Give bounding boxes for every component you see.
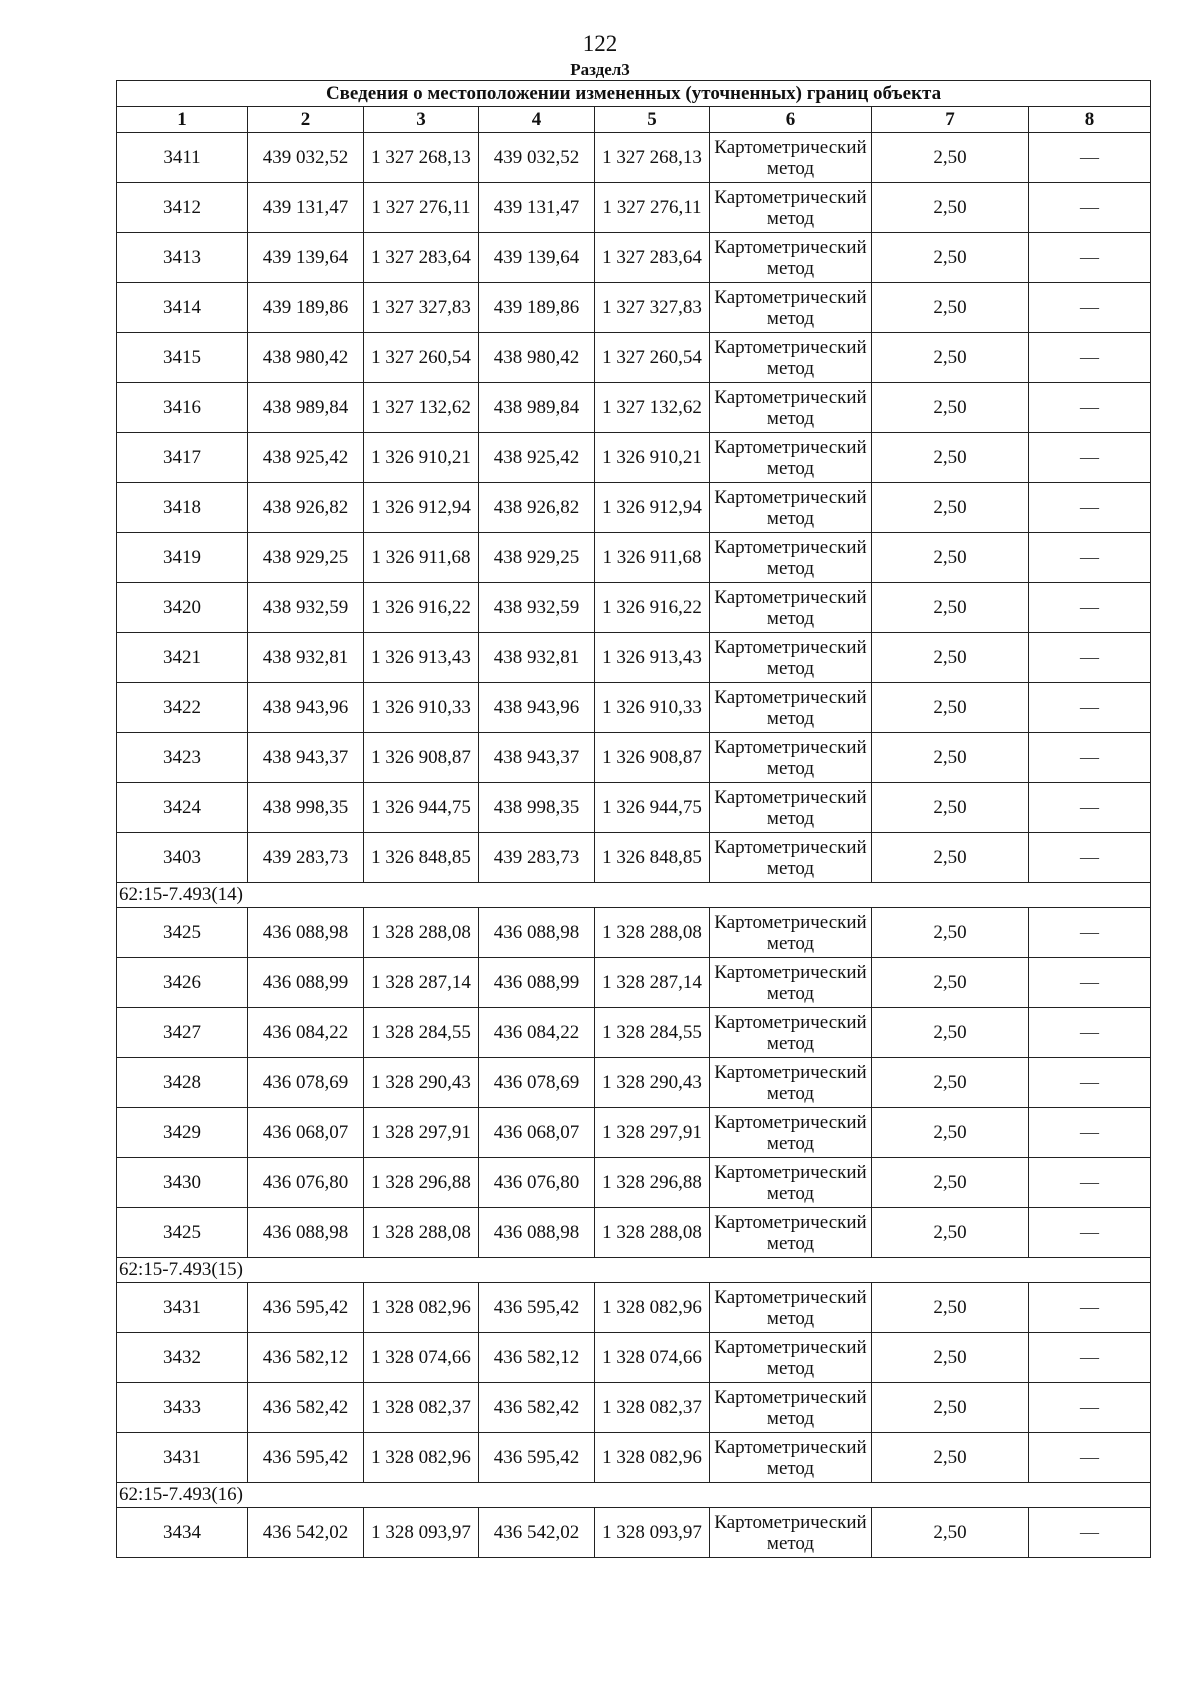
description-cell: — — [1029, 783, 1151, 833]
accuracy-cell: 2,50 — [872, 1158, 1029, 1208]
description-cell: — — [1029, 1008, 1151, 1058]
x-existing-cell: 436 084,22 — [248, 1008, 364, 1058]
y-new-cell: 1 328 082,37 — [595, 1383, 710, 1433]
y-existing-cell: 1 328 297,91 — [364, 1108, 479, 1158]
y-existing-cell: 1 327 283,64 — [364, 233, 479, 283]
accuracy-cell: 2,50 — [872, 1383, 1029, 1433]
point-number-cell: 3417 — [117, 433, 248, 483]
x-existing-cell: 436 542,02 — [248, 1508, 364, 1558]
point-number-cell: 3432 — [117, 1333, 248, 1383]
description-cell: — — [1029, 133, 1151, 183]
description-cell: — — [1029, 633, 1151, 683]
table-row — [117, 483, 1151, 533]
description-cell: — — [1029, 958, 1151, 1008]
accuracy-cell: 2,50 — [872, 1008, 1029, 1058]
accuracy-cell: 2,50 — [872, 1433, 1029, 1483]
accuracy-cell: 2,50 — [872, 383, 1029, 433]
y-existing-cell: 1 326 910,21 — [364, 433, 479, 483]
accuracy-cell: 2,50 — [872, 483, 1029, 533]
accuracy-cell: 2,50 — [872, 783, 1029, 833]
description-cell: — — [1029, 733, 1151, 783]
table-body — [117, 81, 1151, 1558]
table-row — [117, 183, 1151, 233]
x-existing-cell: 436 076,80 — [248, 1158, 364, 1208]
table-row — [117, 1333, 1151, 1383]
y-new-cell: 1 326 908,87 — [595, 733, 710, 783]
y-new-cell: 1 326 910,33 — [595, 683, 710, 733]
accuracy-cell: 2,50 — [872, 958, 1029, 1008]
point-number-cell: 3427 — [117, 1008, 248, 1058]
description-cell: — — [1029, 583, 1151, 633]
x-existing-cell: 436 582,42 — [248, 1383, 364, 1433]
method-cell: Картометрический метод — [710, 383, 872, 433]
x-new-cell: 438 926,82 — [479, 483, 595, 533]
table-row — [117, 1058, 1151, 1108]
y-existing-cell: 1 326 910,33 — [364, 683, 479, 733]
y-existing-cell: 1 326 944,75 — [364, 783, 479, 833]
x-new-cell: 438 943,37 — [479, 733, 595, 783]
method-cell: Картометрический метод — [710, 1008, 872, 1058]
table-row — [117, 333, 1151, 383]
y-new-cell: 1 328 082,96 — [595, 1433, 710, 1483]
x-new-cell: 436 595,42 — [479, 1283, 595, 1333]
method-cell: Картометрический метод — [710, 533, 872, 583]
x-existing-cell: 438 926,82 — [248, 483, 364, 533]
x-new-cell: 436 088,98 — [479, 1208, 595, 1258]
x-existing-cell: 436 595,42 — [248, 1433, 364, 1483]
accuracy-cell: 2,50 — [872, 683, 1029, 733]
table-row — [117, 283, 1151, 333]
y-new-cell: 1 327 276,11 — [595, 183, 710, 233]
x-new-cell: 436 582,12 — [479, 1333, 595, 1383]
x-existing-cell: 439 283,73 — [248, 833, 364, 883]
accuracy-cell: 2,50 — [872, 733, 1029, 783]
point-number-cell: 3414 — [117, 283, 248, 333]
accuracy-cell: 2,50 — [872, 333, 1029, 383]
y-existing-cell: 1 328 287,14 — [364, 958, 479, 1008]
x-existing-cell: 439 189,86 — [248, 283, 364, 333]
boundary-coordinates-table — [116, 80, 1151, 1558]
x-existing-cell: 438 989,84 — [248, 383, 364, 433]
table-row — [117, 783, 1151, 833]
x-new-cell: 438 932,81 — [479, 633, 595, 683]
x-new-cell: 438 980,42 — [479, 333, 595, 383]
y-existing-cell: 1 326 913,43 — [364, 633, 479, 683]
table-row — [117, 233, 1151, 283]
table-row — [117, 1383, 1151, 1433]
table-caption-row — [117, 81, 1151, 107]
method-cell: Картометрический метод — [710, 283, 872, 333]
y-new-cell: 1 328 074,66 — [595, 1333, 710, 1383]
x-new-cell: 438 943,96 — [479, 683, 595, 733]
method-cell: Картометрический метод — [710, 1433, 872, 1483]
y-new-cell: 1 328 082,96 — [595, 1283, 710, 1333]
method-cell: Картометрический метод — [710, 233, 872, 283]
point-number-cell: 3422 — [117, 683, 248, 733]
description-cell: — — [1029, 1108, 1151, 1158]
accuracy-cell: 2,50 — [872, 633, 1029, 683]
parcel-group-row — [117, 1483, 1151, 1508]
description-cell: — — [1029, 383, 1151, 433]
x-new-cell: 436 084,22 — [479, 1008, 595, 1058]
x-new-cell: 436 088,99 — [479, 958, 595, 1008]
x-existing-cell: 436 088,98 — [248, 1208, 364, 1258]
method-cell: Картометрический метод — [710, 833, 872, 883]
y-existing-cell: 1 328 093,97 — [364, 1508, 479, 1558]
x-new-cell: 436 078,69 — [479, 1058, 595, 1108]
description-cell: — — [1029, 1333, 1151, 1383]
y-existing-cell: 1 328 290,43 — [364, 1058, 479, 1108]
point-number-cell: 3431 — [117, 1283, 248, 1333]
y-new-cell: 1 326 848,85 — [595, 833, 710, 883]
description-cell: — — [1029, 683, 1151, 733]
y-existing-cell: 1 328 082,96 — [364, 1283, 479, 1333]
table-row — [117, 683, 1151, 733]
column-header: 2 — [248, 107, 364, 133]
y-new-cell: 1 327 327,83 — [595, 283, 710, 333]
x-new-cell: 438 925,42 — [479, 433, 595, 483]
x-existing-cell: 439 032,52 — [248, 133, 364, 183]
method-cell: Картометрический метод — [710, 333, 872, 383]
column-header-row — [117, 107, 1151, 133]
y-existing-cell: 1 327 260,54 — [364, 333, 479, 383]
x-new-cell: 439 189,86 — [479, 283, 595, 333]
method-cell: Картометрический метод — [710, 583, 872, 633]
point-number-cell: 3419 — [117, 533, 248, 583]
accuracy-cell: 2,50 — [872, 583, 1029, 633]
y-existing-cell: 1 327 276,11 — [364, 183, 479, 233]
x-new-cell: 439 131,47 — [479, 183, 595, 233]
accuracy-cell: 2,50 — [872, 1058, 1029, 1108]
table-row — [117, 1283, 1151, 1333]
method-cell: Картометрический метод — [710, 1058, 872, 1108]
description-cell: — — [1029, 1433, 1151, 1483]
description-cell: — — [1029, 533, 1151, 583]
x-new-cell: 436 582,42 — [479, 1383, 595, 1433]
point-number-cell: 3431 — [117, 1433, 248, 1483]
point-number-cell: 3415 — [117, 333, 248, 383]
column-header: 6 — [710, 107, 872, 133]
x-existing-cell: 436 595,42 — [248, 1283, 364, 1333]
y-new-cell: 1 328 287,14 — [595, 958, 710, 1008]
x-new-cell: 439 283,73 — [479, 833, 595, 883]
y-new-cell: 1 327 132,62 — [595, 383, 710, 433]
y-new-cell: 1 328 288,08 — [595, 1208, 710, 1258]
y-new-cell: 1 328 290,43 — [595, 1058, 710, 1108]
y-new-cell: 1 326 913,43 — [595, 633, 710, 683]
y-new-cell: 1 326 916,22 — [595, 583, 710, 633]
method-cell: Картометрический метод — [710, 908, 872, 958]
y-new-cell: 1 326 911,68 — [595, 533, 710, 583]
point-number-cell: 3411 — [117, 133, 248, 183]
accuracy-cell: 2,50 — [872, 833, 1029, 883]
x-existing-cell: 438 998,35 — [248, 783, 364, 833]
y-existing-cell: 1 328 082,37 — [364, 1383, 479, 1433]
x-existing-cell: 438 980,42 — [248, 333, 364, 383]
accuracy-cell: 2,50 — [872, 433, 1029, 483]
x-new-cell: 439 139,64 — [479, 233, 595, 283]
accuracy-cell: 2,50 — [872, 1108, 1029, 1158]
parcel-group-row — [117, 1258, 1151, 1283]
column-header: 7 — [872, 107, 1029, 133]
y-new-cell: 1 327 260,54 — [595, 333, 710, 383]
x-existing-cell: 438 943,37 — [248, 733, 364, 783]
method-cell: Картометрический метод — [710, 958, 872, 1008]
method-cell: Картометрический метод — [710, 1383, 872, 1433]
point-number-cell: 3430 — [117, 1158, 248, 1208]
y-new-cell: 1 328 296,88 — [595, 1158, 710, 1208]
parcel-group-label: 62:15-7.493(16) — [117, 1483, 1151, 1508]
x-existing-cell: 439 131,47 — [248, 183, 364, 233]
parcel-group-label: 62:15-7.493(15) — [117, 1258, 1151, 1283]
x-existing-cell: 438 925,42 — [248, 433, 364, 483]
y-new-cell: 1 326 912,94 — [595, 483, 710, 533]
table-row — [117, 1008, 1151, 1058]
y-new-cell: 1 327 283,64 — [595, 233, 710, 283]
y-existing-cell: 1 327 327,83 — [364, 283, 479, 333]
y-new-cell: 1 326 944,75 — [595, 783, 710, 833]
y-new-cell: 1 328 297,91 — [595, 1108, 710, 1158]
x-new-cell: 439 032,52 — [479, 133, 595, 183]
y-existing-cell: 1 326 848,85 — [364, 833, 479, 883]
y-existing-cell: 1 326 916,22 — [364, 583, 479, 633]
method-cell: Картометрический метод — [710, 1158, 872, 1208]
method-cell: Картометрический метод — [710, 483, 872, 533]
point-number-cell: 3416 — [117, 383, 248, 433]
y-existing-cell: 1 328 296,88 — [364, 1158, 479, 1208]
method-cell: Картометрический метод — [710, 1283, 872, 1333]
y-new-cell: 1 328 093,97 — [595, 1508, 710, 1558]
accuracy-cell: 2,50 — [872, 908, 1029, 958]
point-number-cell: 3413 — [117, 233, 248, 283]
point-number-cell: 3423 — [117, 733, 248, 783]
point-number-cell: 3421 — [117, 633, 248, 683]
table-row — [117, 633, 1151, 683]
x-existing-cell: 438 929,25 — [248, 533, 364, 583]
point-number-cell: 3434 — [117, 1508, 248, 1558]
point-number-cell: 3425 — [117, 908, 248, 958]
accuracy-cell: 2,50 — [872, 1208, 1029, 1258]
page-number: 122 — [582, 31, 618, 56]
description-cell: — — [1029, 183, 1151, 233]
x-existing-cell: 438 943,96 — [248, 683, 364, 733]
point-number-cell: 3428 — [117, 1058, 248, 1108]
accuracy-cell: 2,50 — [872, 533, 1029, 583]
accuracy-cell: 2,50 — [872, 1508, 1029, 1558]
table-row — [117, 1208, 1151, 1258]
description-cell: — — [1029, 1383, 1151, 1433]
y-existing-cell: 1 328 284,55 — [364, 1008, 479, 1058]
y-existing-cell: 1 326 912,94 — [364, 483, 479, 533]
table-row — [117, 908, 1151, 958]
table-row — [117, 1433, 1151, 1483]
table-row — [117, 1108, 1151, 1158]
method-cell: Картометрический метод — [710, 1333, 872, 1383]
column-header: 5 — [595, 107, 710, 133]
table-row — [117, 533, 1151, 583]
description-cell: — — [1029, 1058, 1151, 1108]
accuracy-cell: 2,50 — [872, 183, 1029, 233]
x-new-cell: 438 989,84 — [479, 383, 595, 433]
table-row — [117, 433, 1151, 483]
x-existing-cell: 436 582,12 — [248, 1333, 364, 1383]
point-number-cell: 3429 — [117, 1108, 248, 1158]
x-existing-cell: 438 932,81 — [248, 633, 364, 683]
y-existing-cell: 1 327 132,62 — [364, 383, 479, 433]
table-row — [117, 733, 1151, 783]
section-title: Раздел3 — [570, 60, 630, 79]
column-header: 8 — [1029, 107, 1151, 133]
y-existing-cell: 1 328 288,08 — [364, 1208, 479, 1258]
method-cell: Картометрический метод — [710, 683, 872, 733]
point-number-cell: 3412 — [117, 183, 248, 233]
point-number-cell: 3433 — [117, 1383, 248, 1433]
x-new-cell: 436 542,02 — [479, 1508, 595, 1558]
x-existing-cell: 438 932,59 — [248, 583, 364, 633]
table-row — [117, 958, 1151, 1008]
description-cell: — — [1029, 1508, 1151, 1558]
point-number-cell: 3403 — [117, 833, 248, 883]
y-new-cell: 1 327 268,13 — [595, 133, 710, 183]
accuracy-cell: 2,50 — [872, 1333, 1029, 1383]
x-new-cell: 438 998,35 — [479, 783, 595, 833]
y-existing-cell: 1 328 074,66 — [364, 1333, 479, 1383]
description-cell: — — [1029, 233, 1151, 283]
method-cell: Картометрический метод — [710, 1208, 872, 1258]
description-cell: — — [1029, 283, 1151, 333]
point-number-cell: 3426 — [117, 958, 248, 1008]
method-cell: Картометрический метод — [710, 783, 872, 833]
method-cell: Картометрический метод — [710, 633, 872, 683]
method-cell: Картометрический метод — [710, 1508, 872, 1558]
x-new-cell: 436 088,98 — [479, 908, 595, 958]
table-row — [117, 133, 1151, 183]
accuracy-cell: 2,50 — [872, 233, 1029, 283]
x-new-cell: 438 929,25 — [479, 533, 595, 583]
x-existing-cell: 436 078,69 — [248, 1058, 364, 1108]
column-header: 4 — [479, 107, 595, 133]
accuracy-cell: 2,50 — [872, 283, 1029, 333]
accuracy-cell: 2,50 — [872, 1283, 1029, 1333]
description-cell: — — [1029, 908, 1151, 958]
table-caption: Сведения о местоположении измененных (уточненных) границ объекта — [117, 81, 1151, 107]
x-existing-cell: 436 088,99 — [248, 958, 364, 1008]
table-row — [117, 1158, 1151, 1208]
description-cell: — — [1029, 1158, 1151, 1208]
x-new-cell: 436 595,42 — [479, 1433, 595, 1483]
x-existing-cell: 436 068,07 — [248, 1108, 364, 1158]
x-new-cell: 436 076,80 — [479, 1158, 595, 1208]
y-existing-cell: 1 326 911,68 — [364, 533, 479, 583]
y-new-cell: 1 326 910,21 — [595, 433, 710, 483]
description-cell: — — [1029, 833, 1151, 883]
y-existing-cell: 1 326 908,87 — [364, 733, 479, 783]
column-header: 3 — [364, 107, 479, 133]
description-cell: — — [1029, 1208, 1151, 1258]
x-new-cell: 438 932,59 — [479, 583, 595, 633]
y-existing-cell: 1 327 268,13 — [364, 133, 479, 183]
x-existing-cell: 436 088,98 — [248, 908, 364, 958]
table-row — [117, 583, 1151, 633]
method-cell: Картометрический метод — [710, 133, 872, 183]
point-number-cell: 3420 — [117, 583, 248, 633]
method-cell: Картометрический метод — [710, 433, 872, 483]
point-number-cell: 3418 — [117, 483, 248, 533]
table-row — [117, 383, 1151, 433]
column-header: 1 — [117, 107, 248, 133]
y-existing-cell: 1 328 288,08 — [364, 908, 479, 958]
table-row — [117, 833, 1151, 883]
description-cell: — — [1029, 483, 1151, 533]
point-number-cell: 3425 — [117, 1208, 248, 1258]
accuracy-cell: 2,50 — [872, 133, 1029, 183]
table-row — [117, 1508, 1151, 1558]
description-cell: — — [1029, 433, 1151, 483]
y-existing-cell: 1 328 082,96 — [364, 1433, 479, 1483]
y-new-cell: 1 328 284,55 — [595, 1008, 710, 1058]
description-cell: — — [1029, 1283, 1151, 1333]
x-existing-cell: 439 139,64 — [248, 233, 364, 283]
parcel-group-row — [117, 883, 1151, 908]
point-number-cell: 3424 — [117, 783, 248, 833]
y-new-cell: 1 328 288,08 — [595, 908, 710, 958]
method-cell: Картометрический метод — [710, 733, 872, 783]
parcel-group-label: 62:15-7.493(14) — [117, 883, 1151, 908]
method-cell: Картометрический метод — [710, 1108, 872, 1158]
description-cell: — — [1029, 333, 1151, 383]
method-cell: Картометрический метод — [710, 183, 872, 233]
x-new-cell: 436 068,07 — [479, 1108, 595, 1158]
